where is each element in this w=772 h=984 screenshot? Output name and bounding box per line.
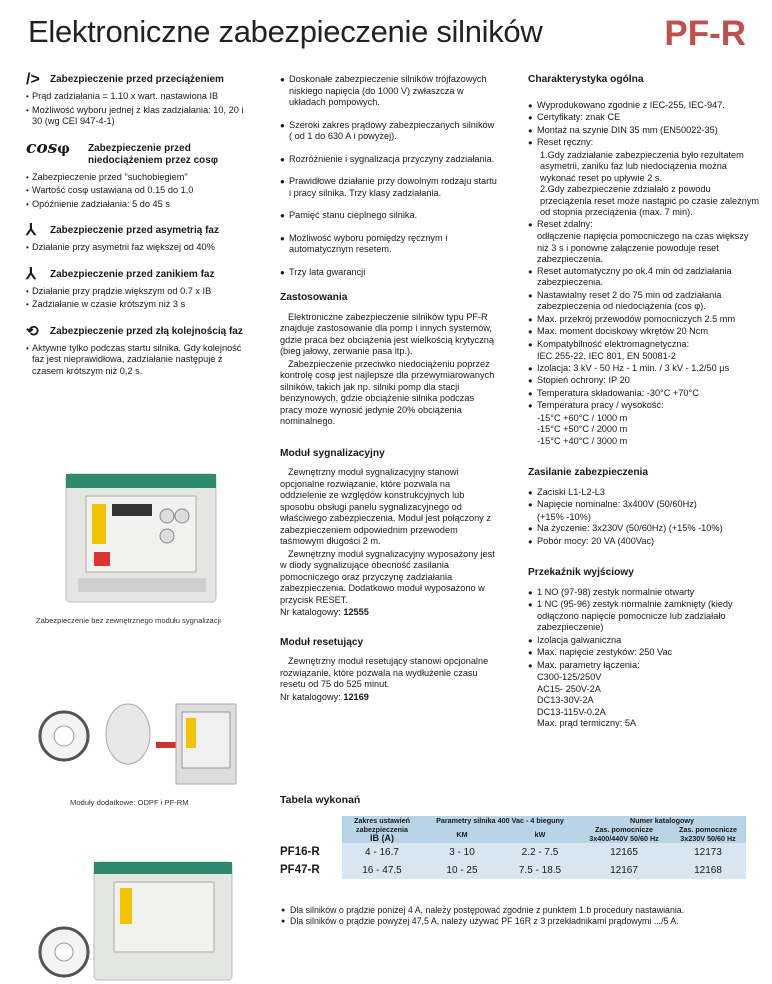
versions-table [280, 816, 746, 879]
feature-item: ● Pamięć stanu cieplnego silnika. [280, 210, 498, 222]
phase-sequence-icon: ⟲ [26, 322, 39, 340]
spec-line: ● Montaż na szynie DIN 35 mm (EN50022-35) [528, 125, 760, 137]
section-overload [26, 71, 251, 88]
feature-item: ● Doskonałe zabezpieczenie silników trójfazowych niskiego napięcia (do 1000 V) zwłaszcza w układach pompowych. [280, 74, 498, 109]
list-item: • Działanie przy prądzie większym od 0.7 x IB [26, 286, 251, 298]
spec-line: ● Wyprodukowano zgodnie z IEC-255, IEC-947. [528, 100, 760, 112]
section-heading: Zastosowania [280, 292, 348, 303]
spec-line: ● Izolacja galwaniczna [528, 635, 760, 647]
table-row: PF16-R 4 - 16.7 3 - 10 2.2 - 7.5 12165 12173 [280, 843, 746, 861]
feature-item: ● Rozróżnienie i sygnalizacja przyczyny zadziałania. [280, 154, 498, 166]
note-item: ● Dla silników o prądzie poniżej 4 A, należy postępować zgodnie z punktem 1.b procedury nastawiania. [281, 905, 684, 916]
feature-item: ● Szeroki zakres prądowy zabezpieczanych silników ( od 1 do 630 A i powyżej). [280, 120, 498, 143]
spec-line: ● Reset zdalny: [528, 219, 760, 231]
spec-line: Max. prąd termiczny: 5A [537, 718, 637, 728]
spec-line: odłączenie napięcia pomocniczego na czas większy niż 3 s i ponowne załączenie powoduje reset zabezpieczenia. [537, 231, 749, 264]
table-row: PF47-R 16 - 47.5 10 - 25 7.5 - 18.5 12167 12168 [280, 861, 746, 879]
paragraph: Zewnętrzny moduł resetujący stanowi opcjonalne rozwiązanie, które pozwala na wydłużenie czasu resetu od 75 do 525 minut. [280, 656, 489, 689]
section-heading: Zabezpieczenie przed asymetrią faz [50, 225, 219, 236]
list-item: • Zabezpieczenie przed "suchobiegiem" [26, 172, 251, 184]
spec-line: DC13-115V-0.2A [537, 706, 606, 717]
table-title: Tabela wykonań [280, 794, 361, 806]
catalog-number: Nr katalogowy: 12555 [280, 607, 369, 617]
spec-line: ● 1 NO (97-98) zestyk normalnie otwarty [528, 587, 760, 599]
column-header: Zas. pomocnicze 3x230V 50/60 Hz [670, 825, 746, 843]
three-phase-icon: ⅄ [26, 265, 36, 283]
section-heading: Zabezpieczenie przed zanikiem faz [50, 268, 215, 280]
spec-line: -15°C +60°C / 1000 m [537, 412, 628, 423]
paragraph: Elektroniczne zabezpieczenie silników typu PF-R znajduje zastosowanie dla pomp i innych systemów, gdzie praca bez obciążenia jest wielkością krytyczną (bieg jałowy, zerwanie pasa itp.). [280, 311, 494, 356]
spec-line: ● Pobór mocy: 20 VA (400Vac) [528, 536, 760, 548]
section-heading: Zasilanie zabezpieczenia [528, 467, 649, 478]
power-spec-list [528, 487, 760, 548]
asymmetry-list [26, 242, 251, 254]
section-phase-sequence [26, 322, 251, 340]
product-code: PF-R [664, 14, 746, 53]
spec-line: ● Certyfikaty: znak CE [528, 112, 760, 124]
paragraph: Zabezpieczenie przeciwko niedociążeniu poprzez kontrolę cosφ jest najlepsze dla przewymiarowanych silników, takich jak np. silniki pomp dla stacji benzynowych, gdzie obciążenie silnika podczas pracy może wynosić jedynie 20% obciążenia nominalnego. [280, 358, 495, 426]
column-header: KM [422, 825, 502, 843]
section-heading: Przekaźnik wyjściowy [528, 567, 634, 578]
spec-line: -15°C +40°C / 3000 m [537, 435, 628, 446]
section-heading: Zabezpieczenie przed przeciążeniem [50, 74, 224, 85]
section-heading: Charakterystyka ogólna [528, 74, 644, 85]
list-item: • Zadziałanie w czasie krótszym niż 3 s [26, 299, 251, 311]
relay-spec-list [528, 587, 760, 730]
feature-item: ● Trzy lata gwarancji [280, 267, 498, 279]
column-header: Numer katalogowy [578, 816, 746, 825]
device-image [34, 858, 234, 982]
spec-line: C300-125/250V [537, 672, 602, 682]
paragraph: Zewnętrzny moduł sygnalizacyjny wyposażony jest w diody sygnalizujące obecność zasilania pomocniczego oraz przyczynę zadziałania zabezpieczenia. Dodatkowo moduł wyposażono w przycisk RESET. [280, 548, 495, 605]
spec-line: ● Max. napięcie zestyków: 250 Vac [528, 647, 760, 659]
spec-line: IEC 255-22, IEC 801, EN 50081-2 [537, 351, 676, 361]
overload-icon: /> [26, 71, 40, 88]
right-column [528, 74, 760, 730]
spec-line: 2.Gdy zabezpieczenie zdziałało z powodu przeciążenia reset może nastąpić po czasie zależnym od stopnia przeciążenia (max. 7 min). [540, 184, 760, 217]
spec-line: ● Na życzenie: 3x230V (50/60Hz) (+15% -10%) [528, 523, 760, 535]
list-item: • Wartość cosφ ustawiana od 0.15 do 1,0 [26, 185, 251, 197]
spec-line: ● Reset automatyczny po ok.4 min od zadziałania zabezpieczenia. [528, 266, 760, 289]
paragraph: Zewnętrzny moduł sygnalizacyjny stanowi opcjonalne rozwiązanie, które pozwala na oddzielenie ze względów konstrukcyjnych lub sposobu obsługi panelu sygnalizacyjnego od właściwego zabezpieczenia. Moduł jest połączony z zabezpieczeniem odpowiednim przewodem taśmowym długości 2 m. [280, 467, 491, 546]
image-caption: Zabezpieczenie bez zewnętrznego modułu sygnalizacji [36, 616, 221, 625]
column-header: Zakres ustawień zabezpieczenia IB (A) [342, 816, 422, 843]
page-title: Elektroniczne zabezpieczenie silników [28, 14, 543, 49]
spec-line: ● Izolacja: 3 kV - 50 Hz - 1 min. / 3 kV - 1.2/50 µs [528, 363, 760, 375]
note-item: ● Dla silników o prądzie powyżej 47,5 A, należy używać PF 16R z 3 przekładnikami prądowymi .../5 A. [281, 916, 684, 927]
list-item: • Działanie przy asymetrii faz większej od 40% [26, 242, 251, 254]
underload-list [26, 172, 251, 211]
image-caption: Moduły dodatkowe: ODPF i PF-RM [70, 798, 189, 807]
section-heading: Zabezpieczenie przed niedociążeniem przez cosφ [88, 142, 218, 166]
phase-loss-list [26, 286, 251, 311]
spec-line: (+15% -10%) [537, 511, 591, 522]
three-phase-icon: ⅄ [26, 222, 36, 239]
feature-item: ● Możliwość wyboru pomiędzy ręcznym i automatycznym resetem. [280, 233, 498, 256]
spec-line: DC13-30V-2A [537, 695, 594, 705]
feature-item: ● Prawidłowe działanie przy dowolnym rodzaju startu i pracy silnika. Trzy klasy zadziałania. [280, 176, 498, 199]
column-header: Zas. pomocnicze 3x400/440V 50/60 Hz [578, 825, 670, 843]
general-spec-list [528, 100, 760, 448]
spec-line: ● Temperatura pracy / wysokość: [528, 400, 760, 412]
section-heading: Moduł sygnalizacyjny [280, 447, 385, 459]
spec-line: ● Kompatybilność elektromagnetyczna: [528, 339, 760, 351]
section-heading: Moduł resetujący [280, 636, 364, 648]
spec-line: ● Max. parametry łączenia: [528, 660, 760, 672]
overload-list [26, 91, 251, 128]
left-column [26, 71, 251, 380]
spec-line: ● 1 NC (95-96) zestyk normalnie zamknięty (kiedy odłączono napięcie pomocnicze lub zadziałało zabezpieczenie) [528, 599, 760, 634]
table-notes [281, 905, 684, 927]
spec-line: AC15- 250V-2A [537, 683, 601, 694]
list-item: • Możliwość wyboru jednej z klas zadziałania: 10, 20 i 30 (wg CEI 947-4-1) [26, 105, 251, 128]
section-phase-loss [26, 265, 251, 283]
section-heading: Zabezpieczenie przed złą kolejnością faz [50, 325, 243, 337]
cosphi-icon: cosφ [26, 137, 70, 158]
column-header: kW [502, 825, 578, 843]
spec-line: ● Max. moment dociskowy wkrętów 20 Ncm [528, 326, 760, 338]
section-asymmetry [26, 222, 251, 239]
list-item: • Prąd zadziałania = 1.10 x wart. nastawiona IB [26, 91, 251, 103]
spec-line: -15°C +50°C / 2000 m [537, 424, 628, 434]
spec-line: ● Temperatura składowania: -30°C +70°C [528, 388, 760, 400]
list-item: • Opóźnienie zadziałania: 5 do 45 s [26, 199, 251, 211]
spec-line: ● Nastawialny reset 2 do 75 min od zadziałania zabezpieczenia od niedociążenia (cos φ). [528, 290, 760, 313]
spec-line: 1.Gdy zadziałanie zabezpieczenia było rezultatem asymetrii, zaniku faz lub niedociążenia można wykonać reset po upływie 2 s. [540, 149, 744, 183]
spec-line: ● Max. przekrój przewodów pomocniczych 2.5 mm [528, 314, 760, 326]
spec-line: ● Zaciski L1-L2-L3 [528, 487, 760, 499]
list-item: • Aktywne tylko podczas startu silnika. Gdy kolejność faz jest nieprawidłowa, zadziałanie następuje z czasem krótszym niż 0,2 s. [26, 343, 251, 378]
spec-line: ● Reset ręczny: [528, 137, 760, 149]
middle-column [280, 74, 498, 703]
spec-line: ● Stopień ochrony: IP 20 [528, 375, 760, 387]
modules-image [36, 694, 246, 794]
column-header: Parametry silnika 400 Vac - 4 bieguny [422, 816, 578, 825]
section-underload [26, 137, 251, 167]
phase-sequence-list [26, 343, 251, 378]
spec-line: ● Napięcie nominalne: 3x400V (50/60Hz) [528, 499, 760, 511]
catalog-number: Nr katalogowy: 12169 [280, 691, 369, 702]
device-image [62, 466, 222, 606]
